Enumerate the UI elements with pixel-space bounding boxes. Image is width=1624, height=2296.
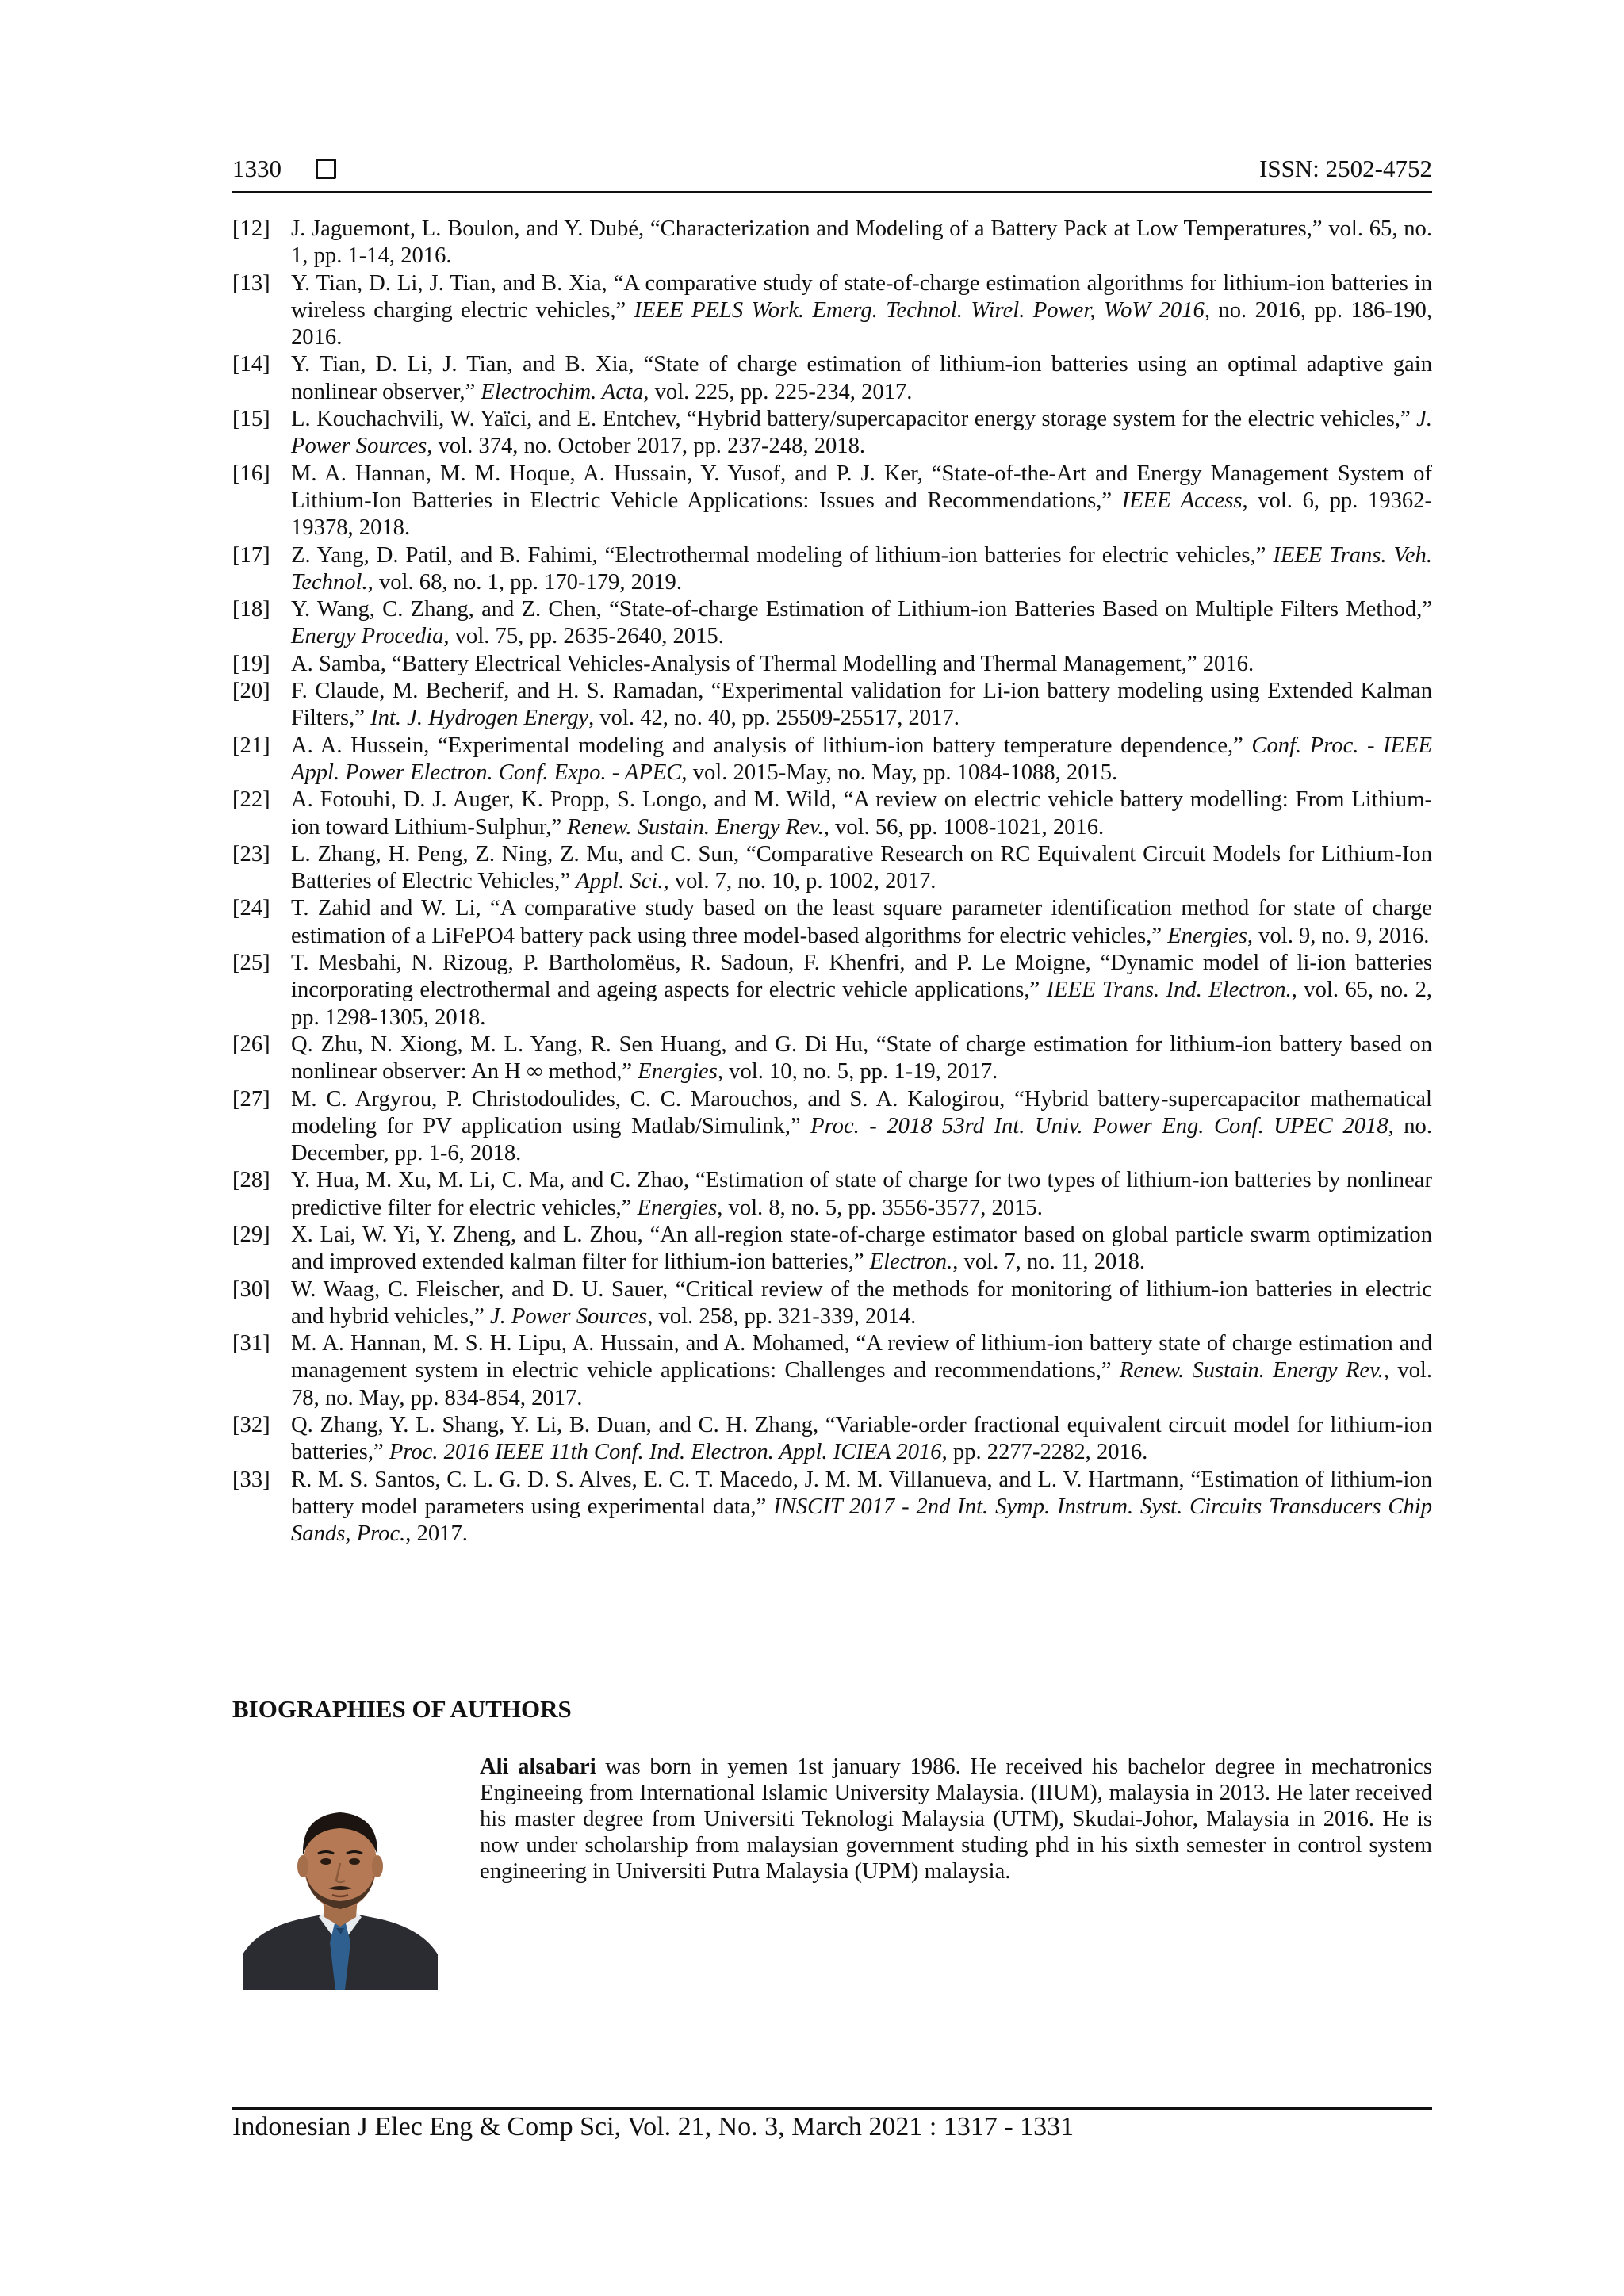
- reference-text: [291, 950, 1432, 1031]
- footer-citation: Indonesian J Elec Eng & Comp Sci, Vol. 21, No. 3, March 2021 : 1317 - 1331: [232, 2112, 1074, 2141]
- reference-item: [232, 1276, 1432, 1331]
- reference-segment: Q. Zhu, N. Xiong, M. L. Yang, R. Sen Huang, and G. Di Hu, “State of charge estimation for lithium-ion battery based on nonlinear observer: An H ∞ method,”: [291, 1031, 1432, 1085]
- footer-rule: [232, 2107, 1432, 2110]
- reference-text: [291, 270, 1432, 352]
- reference-segment: Y. Wang, C. Zhang, and Z. Chen, “State-of-charge Estimation of Lithium-ion Batteries Based on Multiple Filters Method,”: [291, 597, 1432, 622]
- reference-segment: , vol. 7, no. 10, p. 1002, 2017.: [663, 869, 936, 894]
- reference-venue: Electron.: [869, 1249, 953, 1275]
- reference-segment: , vol. 56, pp. 1008-1021, 2016.: [823, 814, 1105, 840]
- reference-item: [232, 542, 1432, 597]
- reference-segment: W. Waag, C. Fleischer, and D. U. Sauer, “Critical review of the methods for monitoring of lithium-ion batteries in electric and hybrid vehicles,”: [291, 1276, 1432, 1329]
- reference-segment: , no. 2016, pp. 186-190, 2016.: [291, 297, 1432, 350]
- reference-venue: Energies: [638, 1059, 718, 1085]
- reference-item: [232, 1330, 1432, 1412]
- reference-number: [33]: [232, 1467, 270, 1492]
- reference-number: [29]: [232, 1222, 270, 1247]
- reference-number: [18]: [232, 597, 270, 622]
- page-number: 1330: [232, 155, 282, 182]
- reference-segment: , no. December, pp. 1-6, 2018.: [291, 1113, 1432, 1166]
- reference-item: [232, 678, 1432, 733]
- page-header: [232, 149, 1432, 189]
- reference-segment: , vol. 225, pp. 225-234, 2017.: [643, 379, 913, 404]
- reference-segment: M. C. Argyrou, P. Christodoulides, C. C. Marouchos, and S. A. Kalogirou, “Hybrid battery-supercapacitor mathematical modeling for PV application using Matlab/Simulink,”: [291, 1086, 1432, 1138]
- reference-item: [232, 841, 1432, 896]
- reference-venue: Electrochim. Acta: [481, 379, 644, 404]
- reference-number: [19]: [232, 651, 270, 676]
- reference-number: [21]: [232, 733, 270, 758]
- reference-venue: Appl. Sci.: [576, 869, 664, 894]
- reference-segment: , vol. 6, pp. 19362-19378, 2018.: [291, 488, 1433, 541]
- reference-item: [232, 651, 1432, 678]
- biographies-heading: BIOGRAPHIES OF AUTHORS: [232, 1695, 572, 1723]
- reference-number: [12]: [232, 216, 270, 241]
- reference-segment: Z. Yang, D. Patil, and B. Fahimi, “Electrothermal modeling of lithium-ion batteries for electric vehicles,”: [291, 542, 1274, 568]
- reference-venue: Int. J. Hydrogen Energy: [370, 706, 589, 731]
- reference-item: [232, 1031, 1432, 1086]
- reference-item: [232, 596, 1432, 651]
- reference-item: [232, 1222, 1432, 1276]
- reference-text: [291, 1330, 1432, 1412]
- reference-text: [291, 406, 1432, 461]
- reference-text: [291, 895, 1432, 950]
- reference-item: [232, 1412, 1432, 1467]
- reference-segment: L. Kouchachvili, W. Yaïci, and E. Entchev, “Hybrid battery/supercapacitor energy storage system for the electric vehicles,”: [291, 407, 1417, 432]
- reference-text: [291, 1222, 1432, 1276]
- reference-text: [291, 733, 1432, 787]
- reference-segment: , vol. 78, no. May, pp. 834-854, 2017.: [291, 1358, 1433, 1410]
- reference-number: [32]: [232, 1413, 270, 1438]
- reference-segment: , vol. 65, no. 2, pp. 1298-1305, 2018.: [291, 978, 1433, 1030]
- reference-segment: J. Jaguemont, L. Boulon, and Y. Dubé, “Characterization and Modeling of a Battery Pack at Low Temperatures,” vol. 65, no. 1, pp. 1-14, 2016.: [291, 216, 1432, 269]
- reference-segment: , vol. 8, no. 5, pp. 3556-3577, 2015.: [717, 1195, 1043, 1220]
- reference-item: [232, 216, 1432, 270]
- reference-venue: J. Power Sources: [489, 1303, 648, 1329]
- reference-venue: Energy Procedia: [291, 624, 444, 649]
- reference-segment: , vol. 10, no. 5, pp. 1-19, 2017.: [717, 1059, 998, 1085]
- reference-text: [291, 351, 1432, 406]
- reference-segment: , vol. 7, no. 11, 2018.: [952, 1249, 1146, 1275]
- author-portrait-image: [243, 1784, 438, 1990]
- reference-item: [232, 895, 1432, 950]
- reference-number: [22]: [232, 787, 270, 813]
- reference-segment: , 2017.: [405, 1521, 468, 1547]
- header-rule: [232, 191, 1432, 193]
- reference-number: [16]: [232, 461, 270, 486]
- reference-text: [291, 1276, 1432, 1331]
- reference-item: [232, 1086, 1432, 1168]
- reference-segment: F. Claude, M. Becherif, and H. S. Ramadan, “Experimental validation for Li-ion battery modeling using Extended Kalman Filters,”: [291, 679, 1432, 731]
- reference-number: [28]: [232, 1168, 270, 1193]
- reference-text: [291, 1467, 1432, 1548]
- reference-venue: IEEE Trans. Ind. Electron.: [1046, 978, 1292, 1003]
- reference-venue: J. Power Sources: [291, 407, 1432, 459]
- reference-segment: A. Fotouhi, D. J. Auger, K. Propp, S. Longo, and M. Wild, “A review on electric vehicle battery modelling: From Lithium-ion toward Lithium-Sulphur,”: [291, 787, 1432, 840]
- reference-segment: Q. Zhang, Y. L. Shang, Y. Li, B. Duan, and C. H. Zhang, “Variable-order fractional equivalent circuit model for lithium-ion batteries,”: [291, 1413, 1432, 1465]
- author-biography: [480, 1754, 1432, 1885]
- reference-venue: Energies: [1167, 923, 1247, 948]
- reference-text: [291, 1031, 1432, 1086]
- reference-item: [232, 351, 1432, 406]
- reference-venue: IEEE Access: [1121, 488, 1243, 513]
- reference-segment: Y. Hua, M. Xu, M. Li, C. Ma, and C. Zhao, “Estimation of state of charge for two types of lithium-ion batteries by nonlinear predictive filter for electric vehicles,”: [291, 1168, 1432, 1220]
- reference-list: [232, 216, 1432, 1548]
- reference-number: [23]: [232, 841, 270, 867]
- reference-venue: INSCIT 2017 - 2nd Int. Symp. Instrum. Syst. Circuits Transducers Chip Sands, Proc.: [291, 1494, 1432, 1547]
- reference-item: [232, 1167, 1432, 1222]
- reference-segment: R. M. S. Santos, C. L. G. D. S. Alves, E. C. T. Macedo, J. M. M. Villanueva, and L. V. Hartmann, “Estimation of lithium-ion battery model parameters using experimental data,”: [291, 1467, 1432, 1519]
- reference-venue: Renew. Sustain. Energy Rev.: [567, 814, 824, 840]
- reference-number: [15]: [232, 407, 270, 432]
- reference-text: [291, 678, 1432, 733]
- reference-segment: , vol. 374, no. October 2017, pp. 237-248, 2018.: [427, 434, 866, 459]
- reference-venue: IEEE PELS Work. Emerg. Technol. Wirel. Power, WoW 2016: [634, 297, 1205, 323]
- reference-number: [27]: [232, 1086, 270, 1112]
- reference-text: [291, 461, 1432, 542]
- reference-text: [291, 841, 1432, 896]
- reference-number: [13]: [232, 270, 270, 296]
- reference-text: [291, 542, 1432, 597]
- reference-segment: Y. Tian, D. Li, J. Tian, and B. Xia, “State of charge estimation of lithium-ion batteries using an optimal adaptive gain nonlinear observer,”: [291, 352, 1432, 404]
- reference-number: [20]: [232, 679, 270, 704]
- reference-number: [24]: [232, 896, 270, 921]
- reference-segment: , vol. 2015-May, no. May, pp. 1084-1088, 2015.: [681, 760, 1118, 785]
- reference-segment: L. Zhang, H. Peng, Z. Ning, Z. Mu, and C. Sun, “Comparative Research on RC Equivalent Circuit Models for Lithium-Ion Batteries of Electric Vehicles,”: [291, 841, 1432, 894]
- reference-item: [232, 950, 1432, 1031]
- author-photo: [243, 1784, 438, 1990]
- author-name: Ali alsabari: [480, 1755, 596, 1779]
- reference-segment: X. Lai, W. Yi, Y. Zheng, and L. Zhou, “An all-region state-of-charge estimator based on global particle swarm optimization and improved extended kalman filter for lithium-ion batteries,”: [291, 1222, 1432, 1275]
- reference-text: [291, 651, 1432, 678]
- reference-segment: A. Samba, “Battery Electrical Vehicles-Analysis of Thermal Modelling and Thermal Management,” 2016.: [291, 651, 1254, 676]
- reference-item: [232, 1467, 1432, 1548]
- reference-segment: Y. Tian, D. Li, J. Tian, and B. Xia, “A comparative study of state-of-charge estimation algorithms for lithium-ion batteries in wireless charging electric vehicles,”: [291, 270, 1432, 323]
- author-bio-text: was born in yemen 1st january 1986. He received his bachelor degree in mechatronics Engineeing from International Islamic University Malaysia. (IIUM), malaysia in 2013. He later received his master degree from Universiti Teknologi Malaysia (UTM), Skudai-Johor, Malaysia in 2016. He is now under scholarship from malaysian government studing phd in his sixth semester in control system engineering in Universiti Putra Malaysia (UPM) malaysia.: [480, 1755, 1432, 1884]
- reference-segment: M. A. Hannan, M. S. H. Lipu, A. Hussain, and A. Mohamed, “A review of lithium-ion battery state of charge estimation and management system in electric vehicle applications: Challenges and recommendations,”: [291, 1331, 1432, 1383]
- reference-segment: , vol. 68, no. 1, pp. 170-179, 2019.: [367, 569, 682, 595]
- square-icon: [316, 159, 336, 179]
- reference-segment: A. A. Hussein, “Experimental modeling and analysis of lithium-ion battery temperature dependence,”: [291, 733, 1252, 758]
- reference-number: [31]: [232, 1331, 270, 1357]
- reference-venue: Renew. Sustain. Energy Rev.: [1119, 1358, 1384, 1383]
- reference-venue: Proc. - 2018 53rd Int. Univ. Power Eng. Conf. UPEC 2018: [810, 1113, 1388, 1138]
- reference-segment: , vol. 42, no. 40, pp. 25509-25517, 2017.: [588, 706, 959, 731]
- reference-text: [291, 596, 1432, 651]
- reference-venue: Proc. 2016 IEEE 11th Conf. Ind. Electron. Appl. ICIEA 2016: [389, 1440, 942, 1465]
- reference-segment: , vol. 258, pp. 321-339, 2014.: [647, 1303, 917, 1329]
- reference-text: [291, 1167, 1432, 1222]
- reference-number: [30]: [232, 1276, 270, 1302]
- reference-item: [232, 786, 1432, 841]
- reference-text: [291, 786, 1432, 841]
- reference-venue: IEEE Trans. Veh. Technol.: [291, 542, 1432, 595]
- reference-text: [291, 1412, 1432, 1467]
- reference-segment: , vol. 9, no. 9, 2016.: [1247, 923, 1430, 948]
- reference-number: [25]: [232, 951, 270, 976]
- reference-segment: , pp. 2277-2282, 2016.: [941, 1440, 1148, 1465]
- reference-number: [17]: [232, 542, 270, 568]
- reference-item: [232, 733, 1432, 787]
- reference-venue: Energies: [637, 1195, 718, 1220]
- reference-item: [232, 461, 1432, 542]
- reference-text: [291, 216, 1432, 270]
- reference-venue: Conf. Proc. - IEEE Appl. Power Electron. Conf. Expo. - APEC: [291, 733, 1432, 785]
- reference-item: [232, 406, 1432, 461]
- reference-segment: T. Mesbahi, N. Rizoug, P. Bartholomëus, R. Sadoun, F. Khenfri, and P. Le Moigne, “Dynamic model of li-ion batteries incorporating electrothermal and ageing aspects for electric vehicle applications,”: [291, 951, 1432, 1003]
- reference-number: [26]: [232, 1031, 270, 1057]
- issn: ISSN: 2502-4752: [1259, 155, 1432, 182]
- reference-text: [291, 1086, 1432, 1168]
- reference-segment: , vol. 75, pp. 2635-2640, 2015.: [443, 624, 724, 649]
- reference-number: [14]: [232, 352, 270, 377]
- reference-item: [232, 270, 1432, 352]
- reference-segment: M. A. Hannan, M. M. Hoque, A. Hussain, Y. Yusof, and P. J. Ker, “State-of-the-Art and Energy Management System of Lithium-Ion Batteries in Electric Vehicle Applications: Issues and Recommendations,”: [291, 461, 1432, 513]
- reference-segment: T. Zahid and W. Li, “A comparative study based on the least square parameter identification method for state of charge estimation of a LiFePO4 battery pack using three model-based algorithms for electric vehicles,”: [291, 896, 1432, 948]
